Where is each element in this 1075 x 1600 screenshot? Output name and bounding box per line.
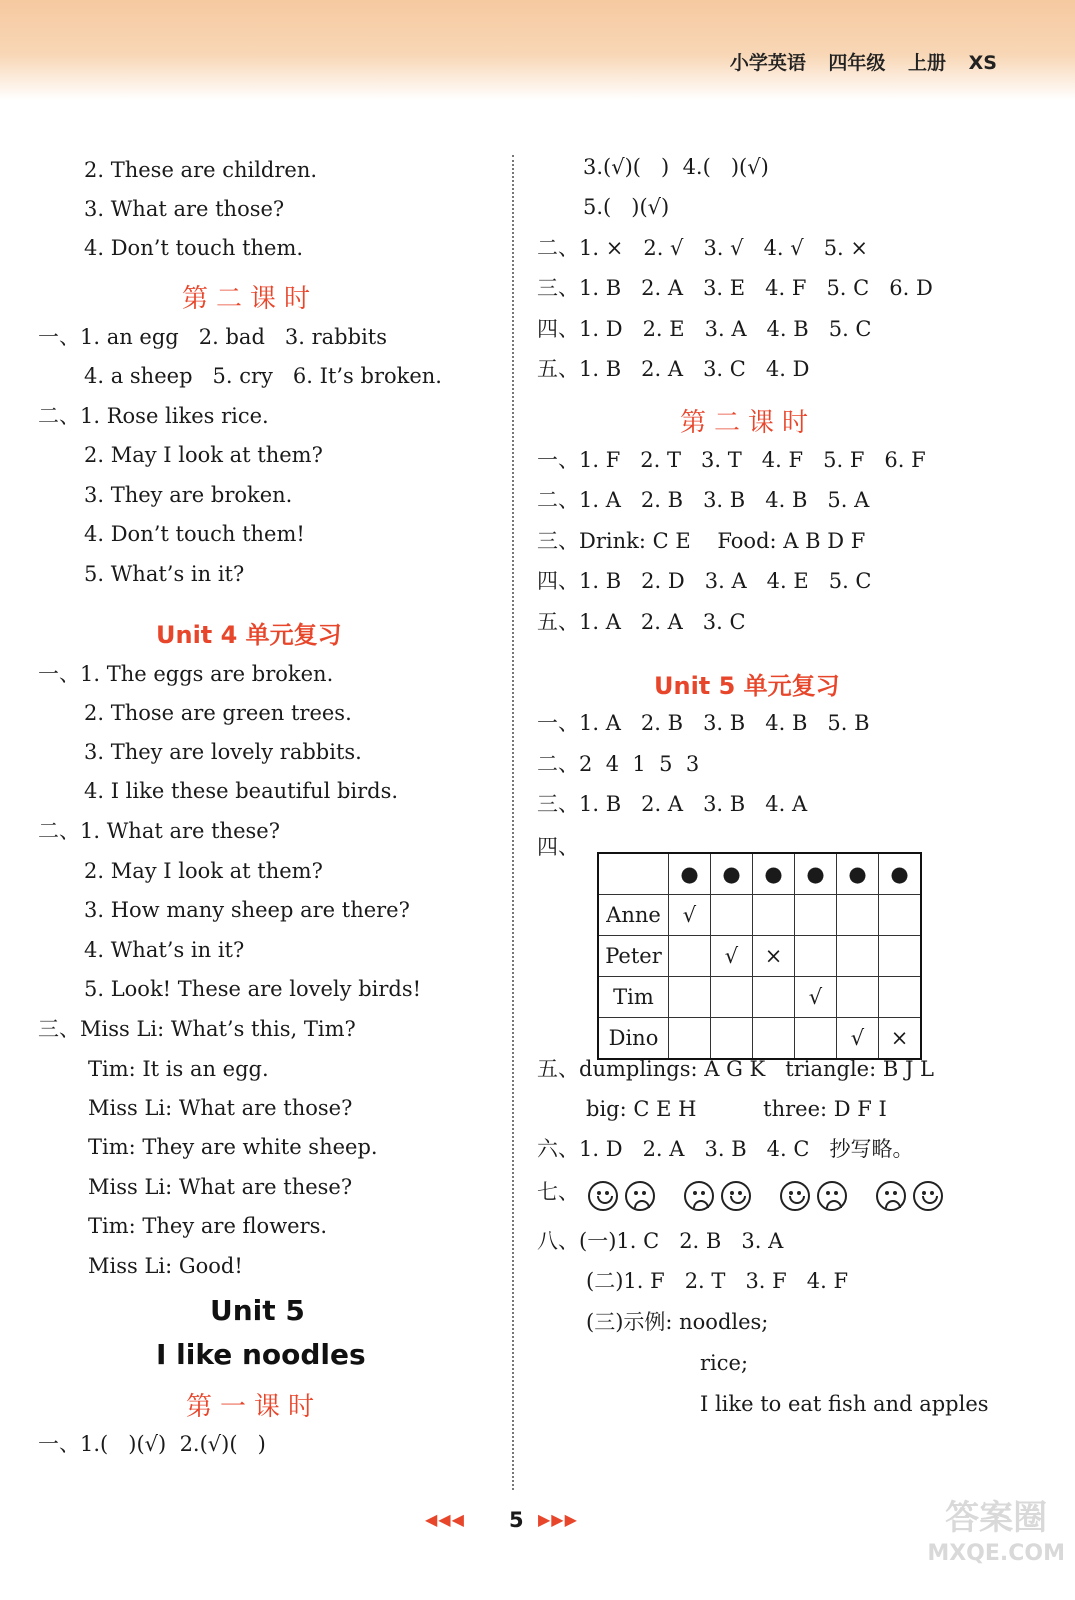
answer-line: 3.(√)( ) 4.( )(√) xyxy=(583,155,769,179)
answer-line: 4. What’s in it? xyxy=(84,938,245,962)
picture-dot-cell: ● xyxy=(753,853,795,895)
mark-cell xyxy=(753,1018,795,1060)
answer-line: (三)示例: noodles; xyxy=(586,1310,769,1334)
answer-line: 4. Don’t touch them. xyxy=(84,236,304,260)
sad-face-icon xyxy=(625,1181,655,1211)
answer-line: 4. a sheep 5. cry 6. It’s broken. xyxy=(84,364,442,388)
dialogue-line: 三、Miss Li: What’s this, Tim? xyxy=(38,1017,356,1041)
watermark-logo xyxy=(927,1500,1065,1572)
answer-line: 5. What’s in it? xyxy=(84,562,245,586)
answer-line: 2. These are children. xyxy=(84,158,318,182)
answer-line: 2. May I look at them? xyxy=(84,859,323,883)
answer-line: 三、1. B 2. A 3. E 4. F 5. C 6. D xyxy=(537,276,933,300)
answer-line: 3. How many sheep are there? xyxy=(84,898,410,922)
picture-dot-cell: ● xyxy=(837,853,879,895)
watermark-url: MXQE.COM xyxy=(927,1541,1065,1566)
table-row xyxy=(598,936,921,977)
answer-table xyxy=(597,852,922,1060)
answer-line: 五、dumplings: A G K triangle: B J L xyxy=(537,1057,934,1081)
unit-review-heading: Unit 5 单元复习 xyxy=(654,672,840,700)
mark-cell: √ xyxy=(711,936,753,977)
mark-cell xyxy=(837,936,879,977)
answer-line: 一、1. The eggs are broken. xyxy=(38,662,334,686)
table-row xyxy=(598,1018,921,1060)
mark-cell xyxy=(795,936,837,977)
picture-dot-cell: ● xyxy=(711,853,753,895)
unit-subtitle: I like noodles xyxy=(156,1338,366,1371)
answer-line: 四、1. D 2. E 3. A 4. B 5. C xyxy=(537,317,872,341)
right-arrows-icon: ▶▶▶ xyxy=(538,1510,578,1529)
answer-line: 2. Those are green trees. xyxy=(84,701,352,725)
mark-cell xyxy=(837,895,879,936)
dialogue-line: Tim: It is an egg. xyxy=(88,1057,269,1081)
answer-line: 二、1. × 2. √ 3. √ 4. √ 5. × xyxy=(537,236,868,260)
question-label: 四、 xyxy=(537,835,579,859)
answer-line: 3. They are broken. xyxy=(84,483,293,507)
answer-line: 一、1. A 2. B 3. B 4. B 5. B xyxy=(537,711,870,735)
mark-cell xyxy=(669,977,711,1018)
row-name-cell: Peter xyxy=(598,936,669,977)
sad-face-icon xyxy=(684,1181,714,1211)
smiley-face-icon xyxy=(588,1181,618,1211)
mark-cell xyxy=(879,895,922,936)
row-name-cell: Anne xyxy=(598,895,669,936)
section-heading: 第二课时 xyxy=(182,284,319,314)
table-corner-cell xyxy=(598,853,669,895)
sad-face-icon xyxy=(876,1181,906,1211)
section-heading: 第二课时 xyxy=(680,408,817,438)
answer-line: 三、1. B 2. A 3. B 4. A xyxy=(537,792,808,816)
mark-cell xyxy=(669,1018,711,1060)
sad-face-icon xyxy=(817,1181,847,1211)
dialogue-line: Tim: They are white sheep. xyxy=(88,1135,378,1159)
answer-line: 一、1.( )(√) 2.(√)( ) xyxy=(38,1432,266,1456)
unit-review-heading: Unit 4 单元复习 xyxy=(156,621,342,649)
answer-line: 2. May I look at them? xyxy=(84,443,323,467)
section-heading: 第一课时 xyxy=(186,1392,323,1422)
answer-line: 5.( )(√) xyxy=(583,195,670,219)
dialogue-line: Miss Li: Good! xyxy=(88,1254,243,1278)
smiley-face-icon xyxy=(780,1181,810,1211)
table-row xyxy=(598,977,921,1018)
mark-cell: √ xyxy=(837,1018,879,1060)
column-divider xyxy=(512,155,514,1490)
watermark-title: 答案圈 xyxy=(945,1498,1048,1538)
smiley-face-icon xyxy=(913,1181,943,1211)
mark-cell xyxy=(879,977,922,1018)
answer-line: 二、1. Rose likes rice. xyxy=(38,404,269,428)
question-label: 七、 xyxy=(537,1180,579,1204)
mark-cell xyxy=(795,895,837,936)
table-header-row xyxy=(598,853,921,895)
dialogue-line: Tim: They are flowers. xyxy=(88,1214,328,1238)
unit-title: Unit 5 xyxy=(210,1294,305,1327)
mark-cell: × xyxy=(753,936,795,977)
mark-cell xyxy=(753,895,795,936)
answer-line: 5. Look! These are lovely birds! xyxy=(84,977,422,1001)
book-info: 小学英语 四年级 上册 XS xyxy=(729,52,997,74)
picture-dot-cell: ● xyxy=(795,853,837,895)
answer-line: 八、(一)1. C 2. B 3. A xyxy=(537,1229,784,1253)
answer-line: 一、1. F 2. T 3. T 4. F 5. F 6. F xyxy=(537,448,926,472)
page-number: 5 xyxy=(509,1508,524,1532)
answer-line: 五、1. B 2. A 3. C 4. D xyxy=(537,357,810,381)
left-arrows-icon: ◀◀◀ xyxy=(425,1510,465,1529)
answer-line: 3. What are those? xyxy=(84,197,285,221)
mark-cell xyxy=(795,1018,837,1060)
answer-line: 4. I like these beautiful birds. xyxy=(84,779,399,803)
mark-cell xyxy=(879,936,922,977)
answer-line: (二)1. F 2. T 3. F 4. F xyxy=(586,1269,849,1293)
picture-dot-cell: ● xyxy=(879,853,922,895)
dialogue-line: Miss Li: What are those? xyxy=(88,1096,353,1120)
answer-line: 二、1. What are these? xyxy=(38,819,280,843)
dialogue-line: Miss Li: What are these? xyxy=(88,1175,353,1199)
answer-line: 四、1. B 2. D 3. A 4. E 5. C xyxy=(537,569,872,593)
mark-cell xyxy=(669,936,711,977)
smiley-face-icon xyxy=(721,1181,751,1211)
answer-line: I like to eat fish and apples xyxy=(700,1392,989,1416)
answer-line: rice; xyxy=(700,1351,749,1375)
mark-cell: √ xyxy=(669,895,711,936)
mark-cell: × xyxy=(879,1018,922,1060)
answer-line: 二、2 4 1 5 3 xyxy=(537,752,700,776)
mark-cell xyxy=(837,977,879,1018)
answer-line: big: C E H three: D F I xyxy=(586,1097,887,1121)
mark-cell: √ xyxy=(795,977,837,1018)
table-row xyxy=(598,895,921,936)
answer-line: 五、1. A 2. A 3. C xyxy=(537,610,746,634)
answer-line: 一、1. an egg 2. bad 3. rabbits xyxy=(38,325,388,349)
answer-line: 六、1. D 2. A 3. B 4. C 抄写略。 xyxy=(537,1137,914,1161)
header-banner xyxy=(0,0,1075,100)
mark-cell xyxy=(711,895,753,936)
mark-cell xyxy=(711,1018,753,1060)
picture-dot-cell: ● xyxy=(669,853,711,895)
row-name-cell: Tim xyxy=(598,977,669,1018)
answer-line: 二、1. A 2. B 3. B 4. B 5. A xyxy=(537,488,870,512)
answer-line: 4. Don’t touch them! xyxy=(84,522,305,546)
answer-line: 3. They are lovely rabbits. xyxy=(84,740,362,764)
mark-cell xyxy=(753,977,795,1018)
row-name-cell: Dino xyxy=(598,1018,669,1060)
answer-line: 三、Drink: C E Food: A B D F xyxy=(537,529,866,553)
mark-cell xyxy=(711,977,753,1018)
